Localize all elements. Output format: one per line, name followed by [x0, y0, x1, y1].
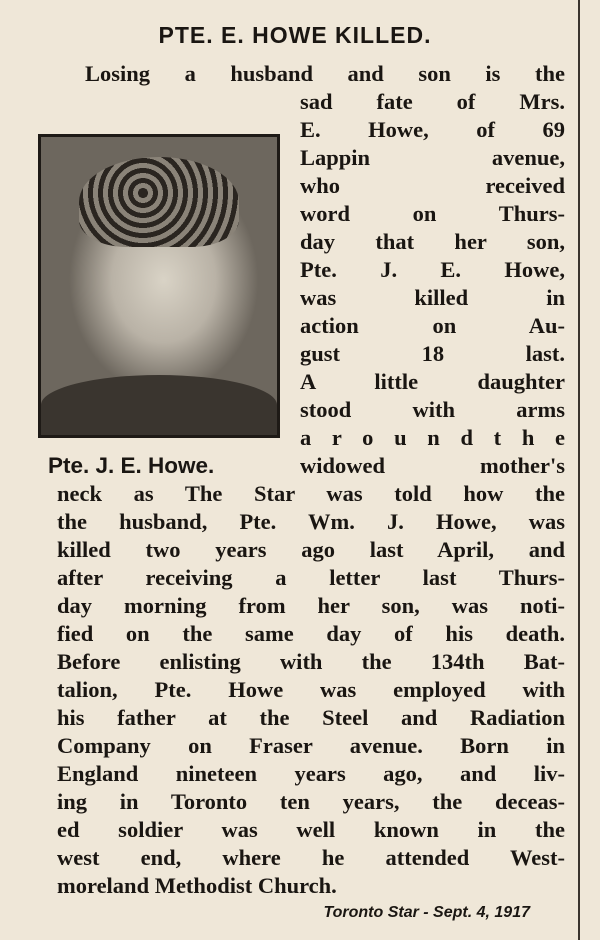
- article-line: word on Thurs-: [300, 201, 565, 226]
- article-line: E. Howe, of 69: [300, 117, 565, 142]
- article-line: west end, where he attended West-: [57, 845, 565, 870]
- article-line: action on Au-: [300, 313, 565, 338]
- article-line: day morning from her son, was noti-: [57, 593, 565, 618]
- article-line: Lappin avenue,: [300, 145, 565, 170]
- article-line: England nineteen years ago, and liv-: [57, 761, 565, 786]
- article-line: Company on Fraser avenue. Born in: [57, 733, 565, 758]
- article-line: neck as The Star was told how the: [57, 481, 565, 506]
- portrait-shoulders: [41, 375, 277, 435]
- article-line: was killed in: [300, 285, 565, 310]
- article-line: A little daughter: [300, 369, 565, 394]
- portrait-photo: [38, 134, 280, 438]
- article-line: a r o u n d t h e: [300, 425, 565, 450]
- article-line: killed two years ago last April, and: [57, 537, 565, 562]
- article-line: stood with arms: [300, 397, 565, 422]
- article-line: his father at the Steel and Radiation: [57, 705, 565, 730]
- article-line: moreland Methodist Church.: [57, 873, 337, 898]
- article-line: ed soldier was well known in the: [57, 817, 565, 842]
- article-line: ing in Toronto ten years, the deceas-: [57, 789, 565, 814]
- photo-caption: Pte. J. E. Howe.: [48, 453, 215, 478]
- column-rule: [578, 0, 580, 940]
- article-line: after receiving a letter last Thurs-: [57, 565, 565, 590]
- portrait-hair: [79, 157, 239, 247]
- headline: PTE. E. HOWE KILLED.: [158, 22, 432, 48]
- article-line: Pte. J. E. Howe,: [300, 257, 565, 282]
- article-line: day that her son,: [300, 229, 565, 254]
- article-line: who received: [300, 173, 565, 198]
- article-line: Before enlisting with the 134th Bat-: [57, 649, 565, 674]
- article-line: talion, Pte. Howe was employed with: [57, 677, 565, 702]
- article-line: fied on the same day of his death.: [57, 621, 565, 646]
- article-line: Losing a husband and son is the: [85, 61, 565, 86]
- article-line: widowed mother's: [300, 453, 565, 478]
- article-line: gust 18 last.: [300, 341, 565, 366]
- article-line: the husband, Pte. Wm. J. Howe, was: [57, 509, 565, 534]
- source-credit: Toronto Star - Sept. 4, 1917: [323, 904, 530, 921]
- article-line: sad fate of Mrs.: [300, 89, 565, 114]
